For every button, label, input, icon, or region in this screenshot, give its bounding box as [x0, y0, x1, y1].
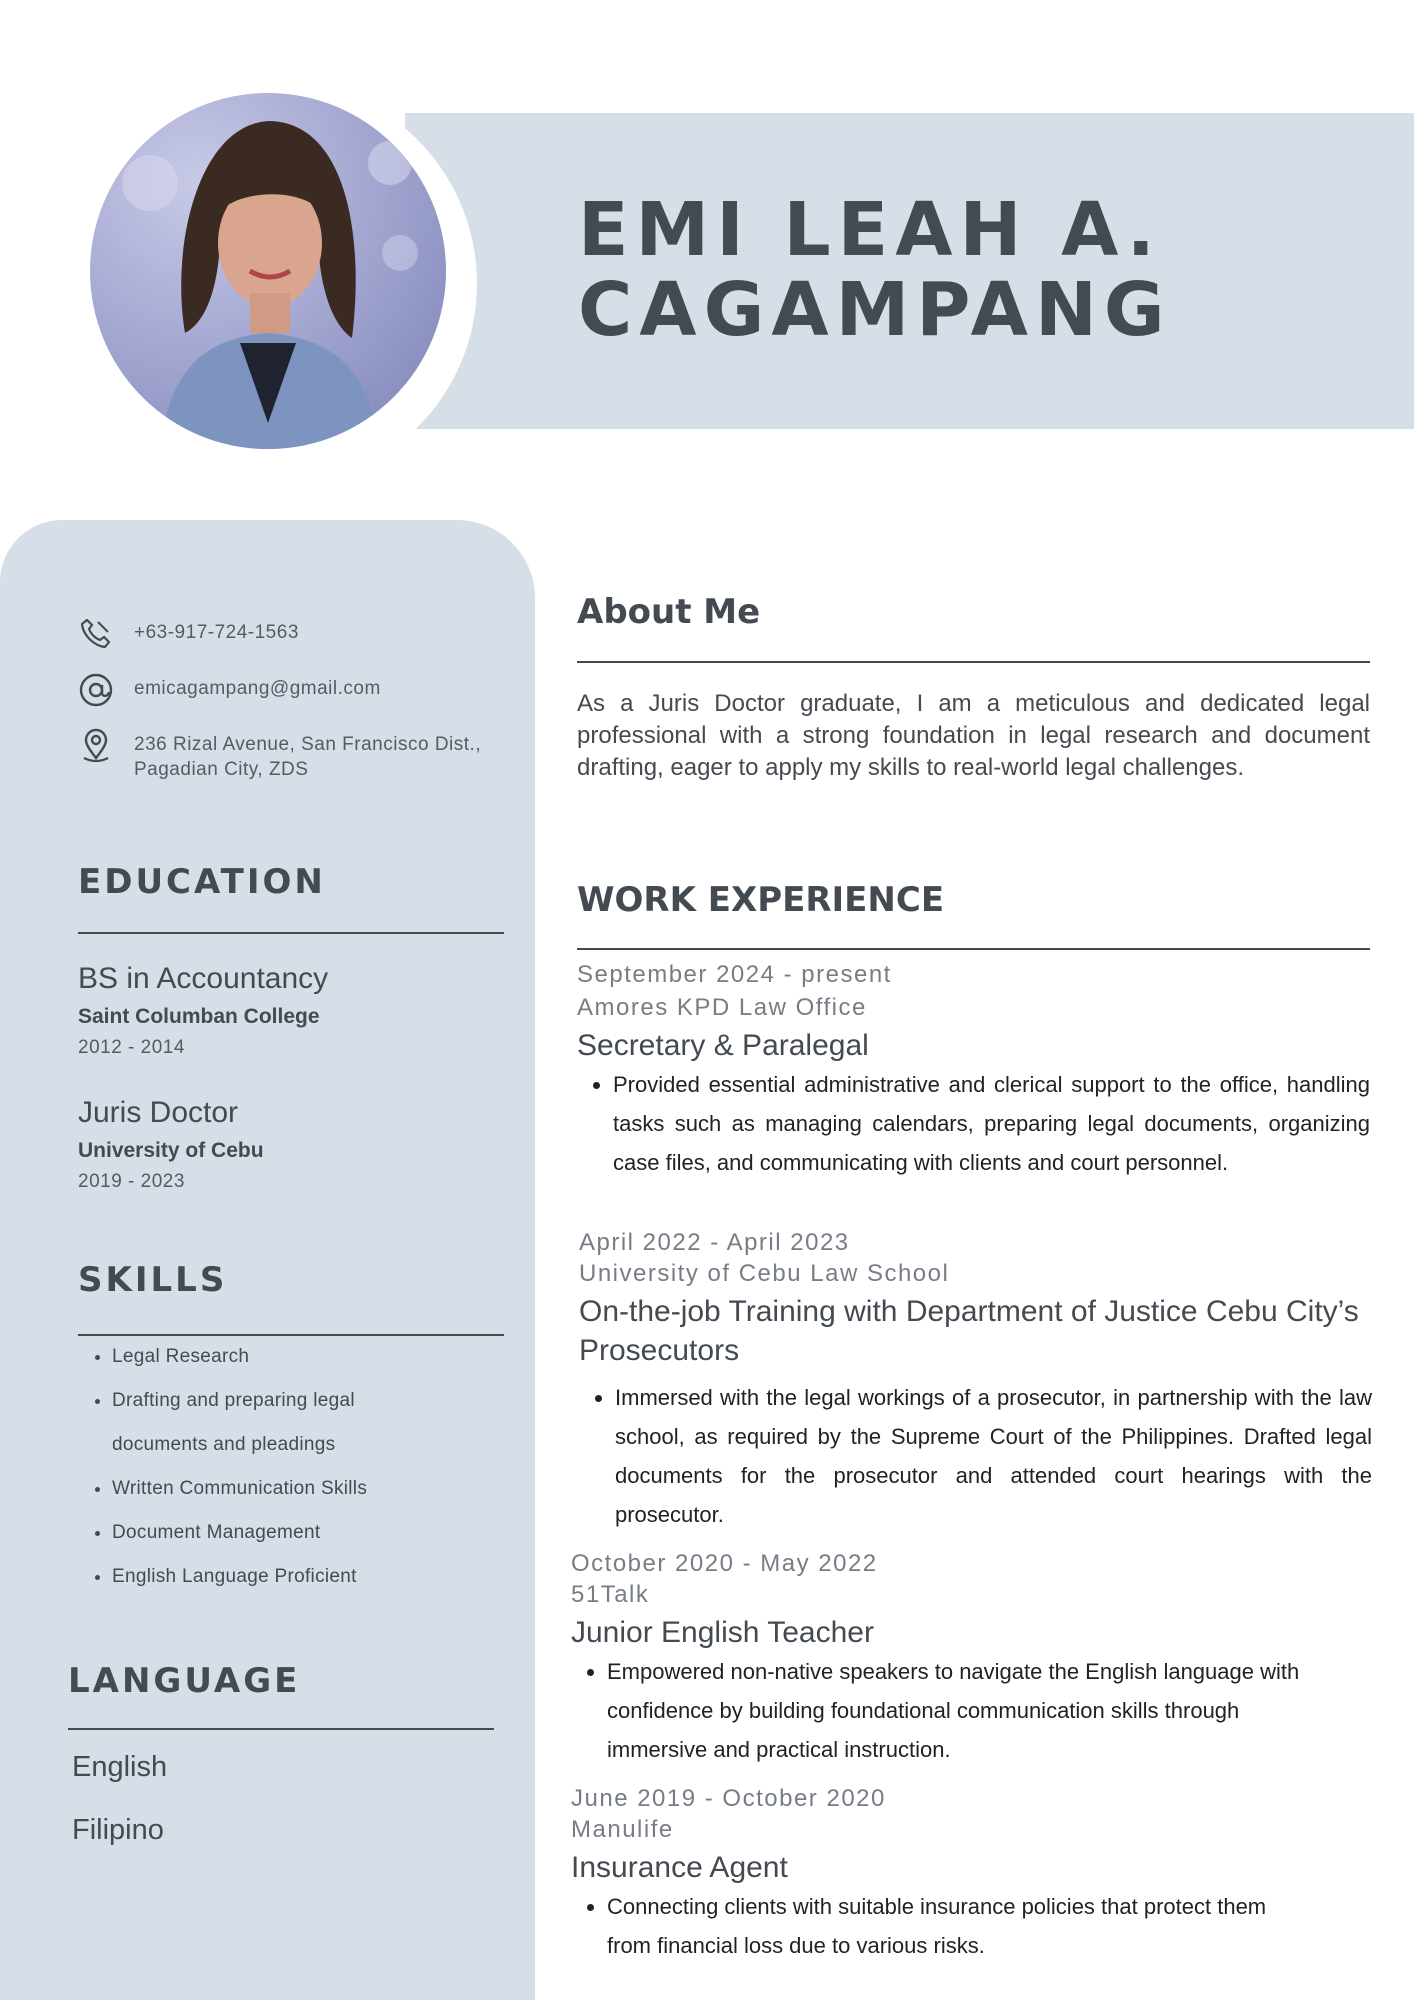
work-experience-divider	[577, 948, 1370, 950]
work-experience-heading: WORK EXPERIENCE	[577, 880, 945, 920]
contact-email	[78, 672, 381, 708]
job-bullet: • Empowered non-native speakers to navigate the English language with confidence by building foundational communication skills through immersive and practical instruction.	[607, 1652, 1304, 1769]
language-item: English	[72, 1751, 168, 1783]
job-bullets	[579, 1378, 1372, 1534]
skills-list	[78, 1335, 532, 1599]
education-school: University of Cebu	[78, 1139, 264, 1162]
education-degree: BS in Accountancy	[78, 962, 329, 995]
job-bullets	[571, 1887, 1364, 1965]
job-entry	[571, 1547, 1364, 1769]
job-company: University of Cebu Law School	[579, 1260, 950, 1287]
skill-item: • Legal Research	[112, 1335, 532, 1379]
candidate-name	[578, 187, 1172, 353]
language-heading: LANGUAGE	[68, 1661, 301, 1701]
address-line-1: 236 Rizal Avenue, San Francisco Dist.,	[134, 734, 482, 755]
education-degree: Juris Doctor	[78, 1096, 239, 1129]
skills-heading: SKILLS	[78, 1260, 228, 1300]
at-sign-icon	[78, 672, 114, 708]
job-entry	[571, 1782, 1364, 1965]
job-title: Insurance Agent	[571, 1851, 788, 1884]
job-bullets	[577, 1065, 1370, 1182]
education-divider	[78, 932, 504, 934]
phone-icon	[78, 616, 114, 652]
skill-item: • English Language Proficient	[112, 1555, 532, 1599]
language-divider	[68, 1728, 494, 1730]
job-entry	[579, 1226, 1372, 1534]
phone-number: +63-917-724-1563	[134, 622, 299, 643]
job-dates: September 2024 - present	[577, 961, 892, 988]
contact-address	[78, 728, 481, 782]
job-company: Amores KPD Law Office	[577, 994, 867, 1021]
job-dates: June 2019 - October 2020	[571, 1785, 886, 1812]
email-address: emicagampang@gmail.com	[134, 678, 381, 699]
job-entry	[577, 958, 1370, 1182]
job-dates: April 2022 - April 2023	[579, 1229, 850, 1256]
about-divider	[577, 661, 1370, 663]
education-heading: EDUCATION	[78, 862, 326, 902]
location-pin-icon	[78, 728, 114, 764]
job-dates: October 2020 - May 2022	[571, 1550, 878, 1577]
job-title: Secretary & Paralegal	[577, 1029, 869, 1062]
skill-item: • Drafting and preparing legal documents and pleadings	[112, 1379, 532, 1467]
education-school: Saint Columban College	[78, 1005, 320, 1028]
name-line-2: CAGAMPANG	[578, 267, 1172, 353]
job-bullet: • Connecting clients with suitable insurance policies that protect them from financial loss due to various risks.	[607, 1887, 1304, 1965]
profile-photo-illustration	[90, 93, 446, 449]
language-item: Filipino	[72, 1814, 164, 1846]
address	[134, 728, 481, 782]
job-company: Manulife	[571, 1816, 674, 1843]
job-company: 51Talk	[571, 1581, 650, 1608]
skill-item: • Document Management	[112, 1511, 532, 1555]
name-line-1: EMI LEAH A.	[578, 187, 1162, 273]
about-text: As a Juris Doctor graduate, I am a meticulous and dedicated legal professional with a strong foundation in legal research and document drafting, eager to apply my skills to real-world legal challenges.	[577, 690, 1370, 781]
profile-photo	[90, 93, 446, 449]
address-line-2: Pagadian City, ZDS	[134, 759, 309, 780]
job-title: On-the-job Training with Department of Justice Cebu City’s Prosecutors	[579, 1295, 1359, 1367]
education-years: 2012 - 2014	[78, 1037, 185, 1058]
job-bullet: • Immersed with the legal workings of a prosecutor, in partnership with the law school, as required by the Supreme Court of the Philippines. Drafted legal documents for the prosecutor and attended court hearings with the prosecutor.	[615, 1378, 1372, 1534]
job-bullets	[571, 1652, 1364, 1769]
about-heading: About Me	[577, 592, 761, 632]
skill-item: • Written Communication Skills	[112, 1467, 532, 1511]
education-years: 2019 - 2023	[78, 1171, 185, 1192]
contact-phone	[78, 616, 299, 652]
job-bullet: • Provided essential administrative and clerical support to the office, handling tasks such as managing calendars, preparing legal documents, organizing case files, and communicating with clients and court personnel.	[613, 1065, 1370, 1182]
job-title: Junior English Teacher	[571, 1616, 874, 1649]
